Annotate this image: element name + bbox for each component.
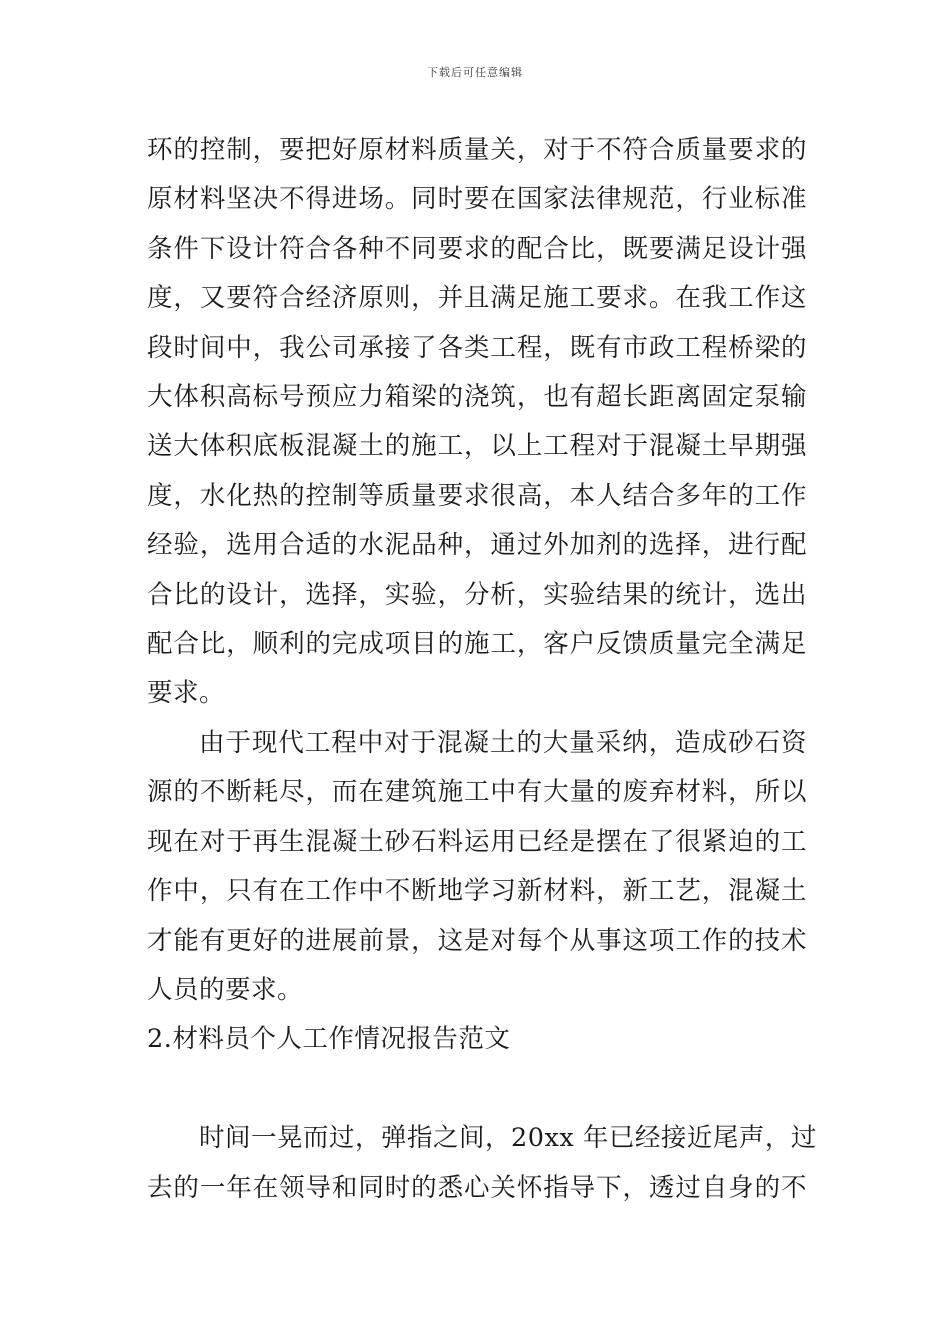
text-line: 段时间中，我公司承接了各类工程，既有市政工程桥梁的: [147, 332, 807, 363]
text-line: 作中，只有在工作中不断地学习新材料，新工艺，混凝土: [147, 876, 807, 907]
text-line: 配合比，顺利的完成项目的施工，客户反馈质量完全满足: [147, 629, 807, 660]
text-line: 原材料坚决不得进场。同时要在国家法律规范，行业标准: [147, 184, 807, 215]
text-line: 现在对于再生混凝土砂石料运用已经是摆在了很紧迫的工: [147, 826, 807, 857]
text-line: 合比的设计，选择，实验，分析，实验结果的统计，选出: [147, 579, 807, 610]
text-line: 度，水化热的控制等质量要求很高，本人结合多年的工作: [147, 480, 807, 511]
paragraph-1: [147, 126, 807, 719]
text-line: 经验，选用合适的水泥品种，通过外加剂的选择，进行配: [147, 530, 807, 561]
text-line: 环的控制，要把好原材料质量关，对于不符合质量要求的: [147, 135, 807, 165]
paragraph-2: [147, 719, 807, 1015]
text-line: 度，又要符合经济原则，并且满足施工要求。在我工作这: [147, 283, 807, 314]
paragraph-3: [147, 1114, 817, 1213]
text-line: 要求。: [147, 678, 226, 709]
text-line: 人员的要求。: [147, 974, 304, 1005]
text-line: 大体积高标号预应力箱梁的浇筑，也有超长距离固定泵输: [147, 382, 807, 413]
text-line: 去的一年在领导和同时的悉心关怀指导下，透过自身的不: [147, 1172, 807, 1203]
text-line: 由于现代工程中对于混凝土的大量采纳，造成砂石资: [199, 727, 807, 758]
text-line: 时间一晃而过，弹指之间，20xx 年已经接近尾声，过: [199, 1123, 817, 1154]
page-header: 下载后可任意编辑: [427, 66, 523, 79]
text-line: 才能有更好的进展前景，这是对每个从事这项工作的技术: [147, 925, 807, 956]
text-line: 源的不断耗尽，而在建筑施工中有大量的废弃材料，所以: [147, 777, 807, 808]
text-line: 送大体积底板混凝土的施工，以上工程对于混凝土早期强: [147, 431, 807, 462]
document-body: [147, 126, 817, 1213]
text-line: 条件下设计符合各种不同要求的配合比，既要满足设计强: [147, 233, 807, 264]
blank-line: [147, 1065, 807, 1114]
section-heading: 2.材料员个人工作情况报告范文: [147, 1024, 511, 1055]
